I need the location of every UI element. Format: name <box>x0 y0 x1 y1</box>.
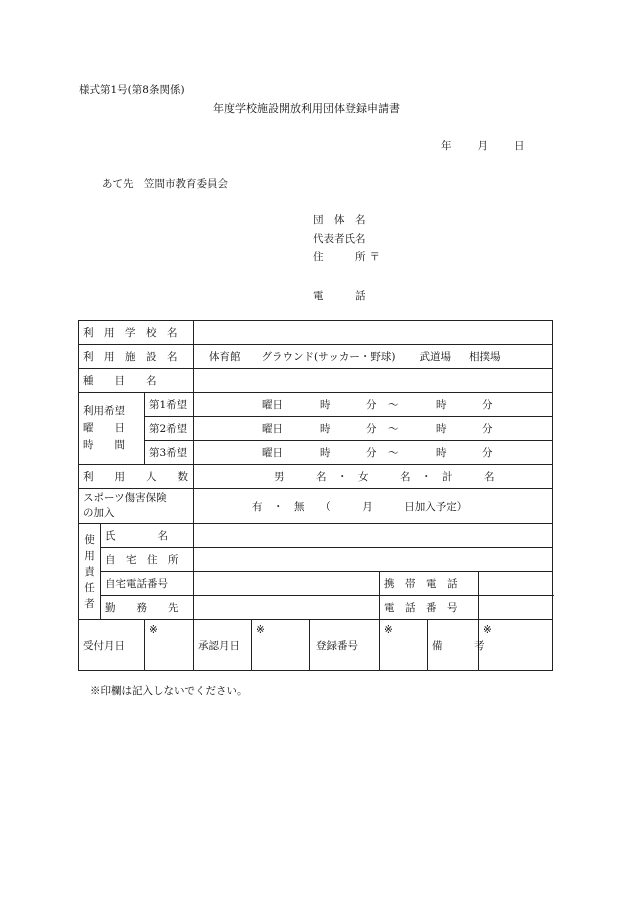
workplace-row <box>79 596 553 620</box>
work-phone-field[interactable] <box>479 596 553 620</box>
received-date-field: ※ <box>145 620 194 671</box>
date-day: 日 <box>514 140 525 152</box>
facility-row <box>79 345 553 369</box>
approved-date-label: 承認月日 <box>194 620 252 671</box>
home-phone-row <box>79 572 553 596</box>
choice-label: 第2希望 <box>145 417 194 441</box>
responsible-char: 使 <box>84 533 95 546</box>
registration-number-field: ※ <box>380 620 428 671</box>
mobile-label: 携 帯 電 話 <box>380 572 479 596</box>
insurance-label-line: の加入 <box>83 507 115 519</box>
applicant-address <box>313 249 380 264</box>
home-phone-label: 自宅電話番号 <box>101 572 194 596</box>
applicant-group-name: 団 体 名 <box>313 214 366 226</box>
responsible-char: 用 <box>84 549 95 562</box>
choice-day: 曜日 <box>262 399 283 411</box>
responsible-label <box>79 524 101 620</box>
application-table <box>78 320 553 671</box>
home-address-field[interactable] <box>194 548 553 572</box>
responsible-char: 任 <box>84 581 95 594</box>
office-use-note: ※印欄は記入しないでください。 <box>90 685 248 697</box>
users-value[interactable]: 男 名 ・ 女 名 ・ 計 名 <box>194 465 553 489</box>
workplace-label: 勤 務 先 <box>101 596 194 620</box>
facility-options <box>194 345 553 369</box>
choice-minute-end: 分 <box>482 423 493 435</box>
schedule-label <box>79 393 145 465</box>
remarks-field: ※ <box>479 620 553 671</box>
registration-number-label: 登録番号 <box>310 620 380 671</box>
postal-mark: 〒 <box>369 251 380 263</box>
schedule-row <box>79 393 553 417</box>
school-label: 利 用 学 校 名 <box>79 321 194 345</box>
addressee: あて先 笠間市教育委員会 <box>102 178 228 190</box>
tilde: ～ <box>388 447 399 459</box>
insurance-label-line: スポーツ傷害保険 <box>83 492 167 504</box>
users-label: 利 用 人 数 <box>79 465 194 489</box>
responsible-name-row <box>79 524 553 548</box>
choice-hour-end: 時 <box>436 399 447 411</box>
date-year: 年 <box>441 140 452 152</box>
choice-day: 曜日 <box>262 447 283 459</box>
choice-minute: 分 <box>366 447 377 459</box>
event-row <box>79 369 553 393</box>
date-line <box>441 138 525 153</box>
choice-times[interactable] <box>194 441 553 465</box>
work-phone-label: 電 話 番 号 <box>380 596 479 620</box>
responsible-char: 者 <box>84 597 95 610</box>
choice-hour: 時 <box>320 447 331 459</box>
choice-hour: 時 <box>320 399 331 411</box>
applicant-address-label: 住 所 <box>313 251 366 263</box>
school-row <box>79 321 553 345</box>
choice-day: 曜日 <box>262 423 283 435</box>
responsible-char: 責 <box>84 565 95 578</box>
form-number: 様式第1号(第8条関係) <box>79 84 185 96</box>
insurance-row <box>79 489 553 524</box>
choice-times[interactable] <box>194 417 553 441</box>
facility-option[interactable]: 武道場 <box>419 351 451 363</box>
choice-label: 第3希望 <box>145 441 194 465</box>
choice-hour-end: 時 <box>436 447 447 459</box>
users-row <box>79 465 553 489</box>
choice-hour-end: 時 <box>436 423 447 435</box>
schedule-label-line: 利用希望 <box>83 405 125 417</box>
name-label: 氏 名 <box>101 524 194 548</box>
school-field[interactable] <box>194 321 553 345</box>
home-phone-field[interactable] <box>194 572 380 596</box>
remarks-label: 備 考 <box>428 620 479 671</box>
form-title: 年度学校施設開放利用団体登録申請書 <box>213 102 400 115</box>
schedule-label-line: 時 間 <box>83 439 125 451</box>
event-field[interactable] <box>194 369 553 393</box>
applicant-phone: 電 話 <box>313 290 366 302</box>
office-use-row <box>79 620 553 671</box>
choice-minute-end: 分 <box>482 447 493 459</box>
insurance-label <box>79 489 194 524</box>
facility-option[interactable]: 相撲場 <box>468 351 501 363</box>
facility-label: 利 用 施 設 名 <box>79 345 194 369</box>
workplace-field[interactable] <box>194 596 380 620</box>
facility-option[interactable]: グラウンド(サッカー・野球) <box>261 351 396 363</box>
choice-minute: 分 <box>366 423 377 435</box>
name-field[interactable] <box>194 524 553 548</box>
schedule-row <box>79 417 553 441</box>
choice-hour: 時 <box>320 423 331 435</box>
received-date-label: 受付月日 <box>79 620 145 671</box>
approved-date-field: ※ <box>252 620 310 671</box>
event-label: 種 目 名 <box>79 369 194 393</box>
schedule-row <box>79 441 553 465</box>
choice-times[interactable] <box>194 393 553 417</box>
insurance-value[interactable]: 有 ・ 無 （ 月 日加入予定） <box>194 489 553 524</box>
choice-minute-end: 分 <box>482 399 493 411</box>
tilde: ～ <box>388 423 399 435</box>
date-month: 月 <box>477 140 488 152</box>
tilde: ～ <box>388 399 399 411</box>
schedule-label-line: 曜 日 <box>83 422 125 434</box>
applicant-representative: 代表者氏名 <box>313 233 366 245</box>
home-address-row <box>79 548 553 572</box>
mobile-field[interactable] <box>479 572 553 596</box>
choice-minute: 分 <box>366 399 377 411</box>
choice-label: 第1希望 <box>145 393 194 417</box>
facility-option[interactable]: 体育館 <box>209 351 241 363</box>
home-address-label: 自 宅 住 所 <box>101 548 194 572</box>
